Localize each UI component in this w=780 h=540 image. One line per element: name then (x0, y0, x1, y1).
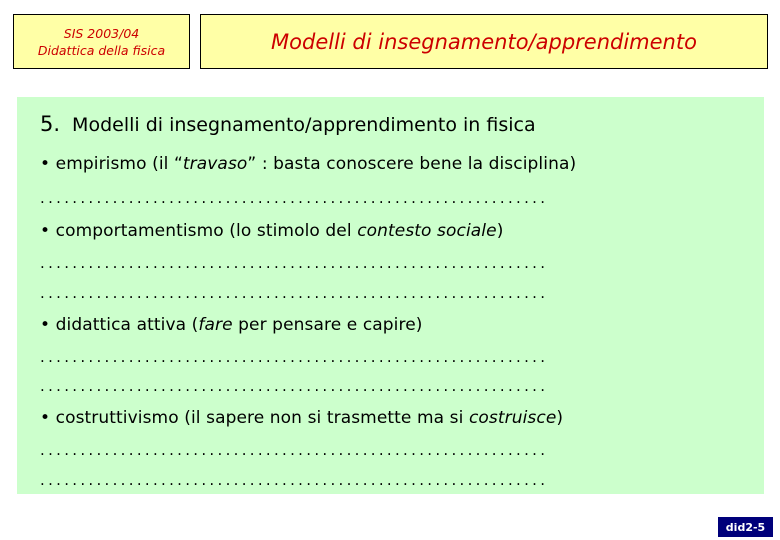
bullet-text: ” : basta conoscere bene la disciplina) (247, 154, 577, 174)
section-heading (40, 112, 536, 136)
bullet-text: • didattica attiva ( (40, 315, 199, 335)
slide-title: Modelli di insegnamento/apprendimento (271, 29, 697, 54)
bullet-comportamentismo (40, 221, 503, 241)
section-number: 5. (40, 112, 61, 136)
answer-dot-line: ............................................................... (40, 471, 549, 489)
slide-id-badge: did2-5 (718, 517, 773, 537)
bullet-text: • comportamentismo (lo stimolo del (40, 221, 358, 241)
bullet-text: • empirismo (il “ (40, 154, 183, 174)
answer-dot-line: ............................................................... (40, 284, 549, 302)
answer-dot-line: ............................................................... (40, 377, 549, 395)
course-label-box (13, 14, 190, 69)
section-title: Modelli di insegnamento/apprendimento in fisica (72, 114, 536, 136)
bullet-text: ) (556, 408, 564, 428)
bullet-emphasis: travaso (182, 154, 248, 174)
answer-dot-line: ............................................................... (40, 189, 549, 207)
bullet-empirismo (40, 154, 576, 174)
bullet-costruttivismo (40, 408, 563, 428)
course-name: Didattica della fisica (37, 42, 166, 58)
bullet-text: per pensare e capire) (232, 315, 423, 335)
bullet-text: ) (496, 221, 504, 241)
course-year: SIS 2003/04 (63, 25, 140, 41)
answer-dot-line: ............................................................... (40, 441, 549, 459)
slide-title-box (200, 14, 768, 69)
answer-dot-line: ............................................................... (40, 348, 549, 366)
answer-dot-line: ............................................................... (40, 254, 549, 272)
bullet-emphasis: contesto sociale (357, 221, 497, 241)
bullet-emphasis: fare (198, 315, 233, 335)
bullet-didattica-attiva (40, 315, 423, 335)
bullet-text: • costruttivismo (il sapere non si trasmette ma si (40, 408, 469, 428)
bullet-emphasis: costruisce (468, 408, 557, 428)
